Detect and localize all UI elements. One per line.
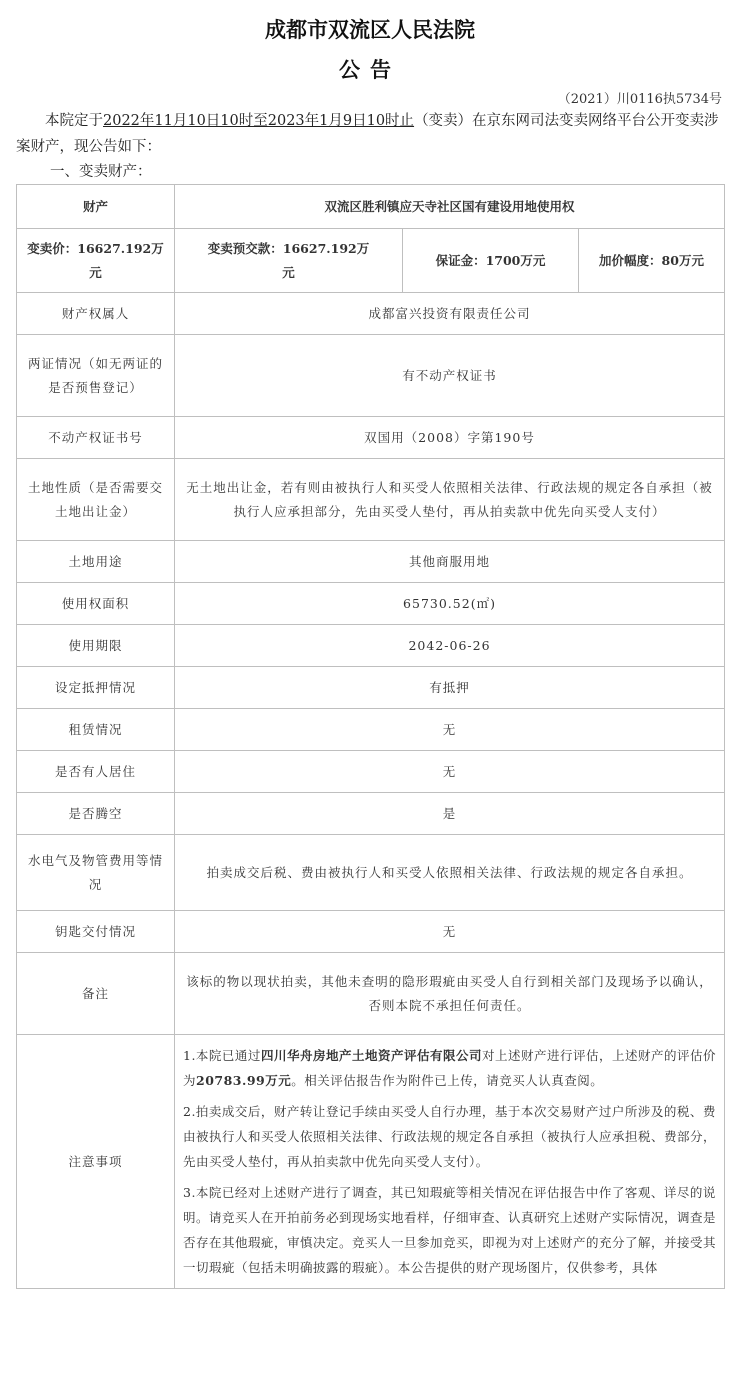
row-value: 无土地出让金，若有则由被执行人和买受人依照相关法律、行政法规的规定各自承担（被执行人应承担部分，先由买受人垫付，再从拍卖款中优先向买受人支付） [175, 459, 725, 541]
intro-period: 2022年11月10日10时至2023年1月9日10时止 [103, 113, 415, 129]
notes-label: 注意事项 [17, 1035, 175, 1289]
note-item-1 [183, 1043, 716, 1093]
row-label: 使用权面积 [17, 583, 175, 625]
row-label: 是否有人居住 [17, 751, 175, 793]
row-value: 无 [175, 911, 725, 953]
case-number: （2021）川0116执5734号 [557, 92, 722, 107]
property-value: 双流区胜利镇应天寺社区国有建设用地使用权 [175, 185, 725, 229]
row-value: 有抵押 [175, 667, 725, 709]
row-value: 2042-06-26 [175, 625, 725, 667]
appraisal-value: 20783.99万元 [196, 1073, 292, 1088]
row-label: 土地性质（是否需要交土地出让金） [17, 459, 175, 541]
table-row [17, 541, 725, 583]
note-text: 。相关评估报告作为附件已上传，请竞买人认真查阅。 [291, 1073, 604, 1088]
row-label: 不动产权证书号 [17, 417, 175, 459]
row-value: 无 [175, 709, 725, 751]
section-heading: 一、变卖财产： [50, 164, 152, 180]
note-text: 对上述财产进行评估，上述财产的评估价为 [183, 1048, 716, 1088]
row-value: 该标的物以现状拍卖，其他未查明的隐形瑕疵由买受人自行到相关部门及现场予以确认，否则本院不承担任何责任。 [175, 953, 725, 1035]
price-row [17, 229, 725, 293]
row-value: 无 [175, 751, 725, 793]
row-label: 设定抵押情况 [17, 667, 175, 709]
intro-prefix: 本院定于 [45, 113, 103, 129]
row-label: 水电气及物管费用等情况 [17, 835, 175, 911]
row-label: 财产权属人 [17, 293, 175, 335]
table-row [17, 667, 725, 709]
row-value: 拍卖成交后税、费由被执行人和买受人依照相关法律、行政法规的规定各自承担。 [175, 835, 725, 911]
row-label: 备注 [17, 953, 175, 1035]
table-row [17, 459, 725, 541]
bid-increment: 加价幅度：80万元 [579, 229, 725, 293]
row-value: 65730.52(㎡) [175, 583, 725, 625]
row-label: 租赁情况 [17, 709, 175, 751]
appraiser-name: 四川华舟房地产土地资产评估有限公司 [260, 1048, 482, 1063]
row-label: 土地用途 [17, 541, 175, 583]
notes-row [17, 1035, 725, 1289]
security-deposit: 保证金：1700万元 [403, 229, 579, 293]
table-row [17, 583, 725, 625]
row-label: 是否腾空 [17, 793, 175, 835]
row-value: 成都富兴投资有限责任公司 [175, 293, 725, 335]
note-item-3: 3.本院已经对上述财产进行了调查，其已知瑕疵等相关情况在评估报告中作了客观、详尽的说明。请竞买人在开拍前务必到现场实地看样，仔细审查、认真研究上述财产实际情况，调查是否存在其他瑕疵，审慎决定。竞买人一旦参加竞买，即视为对上述财产的充分了解，并接受其一切瑕疵（包括未明确披露的瑕疵）。本公告提供的财产现场图片，仅供参考，具体 [183, 1185, 717, 1275]
table-row [17, 793, 725, 835]
row-value: 其他商服用地 [175, 541, 725, 583]
row-value: 是 [175, 793, 725, 835]
row-label: 钥匙交付情况 [17, 911, 175, 953]
table-row [17, 625, 725, 667]
row-label: 两证情况（如无两证的是否预售登记） [17, 335, 175, 417]
table-row [17, 293, 725, 335]
notice-title: 公告 [339, 58, 401, 82]
row-value: 有不动产权证书 [175, 335, 725, 417]
table-row [17, 709, 725, 751]
property-label: 财产 [17, 185, 175, 229]
court-name: 成都市双流区人民法院 [265, 18, 475, 42]
table-row [17, 417, 725, 459]
table-row [17, 335, 725, 417]
table-row [17, 751, 725, 793]
table-row [17, 185, 725, 229]
intro-paragraph [16, 108, 724, 160]
deposit-advance: 变卖预交款：16627.192万元 [175, 229, 403, 293]
note-item-2: 2.拍卖成交后，财产转让登记手续由买受人自行办理，基于本次交易财产过户所涉及的税、费由被执行人和买受人依照相关法律、行政法规的规定各自承担（被执行人应承担税、费部分，先由买受人垫付，再从拍卖款中优先向买受人支付）。 [183, 1104, 717, 1169]
property-table [16, 184, 725, 1289]
row-value: 双国用（2008）字第190号 [175, 417, 725, 459]
row-label: 使用期限 [17, 625, 175, 667]
note-text: 1.本院已通过 [183, 1048, 261, 1063]
intro-suffix: （变卖）在京东网司法变卖网络平台公开变卖涉案财产，现公告如下： [16, 113, 719, 155]
notes-content [175, 1035, 725, 1289]
table-row [17, 911, 725, 953]
table-row [17, 835, 725, 911]
table-row [17, 953, 725, 1035]
sale-price: 变卖价：16627.192万元 [17, 229, 175, 293]
